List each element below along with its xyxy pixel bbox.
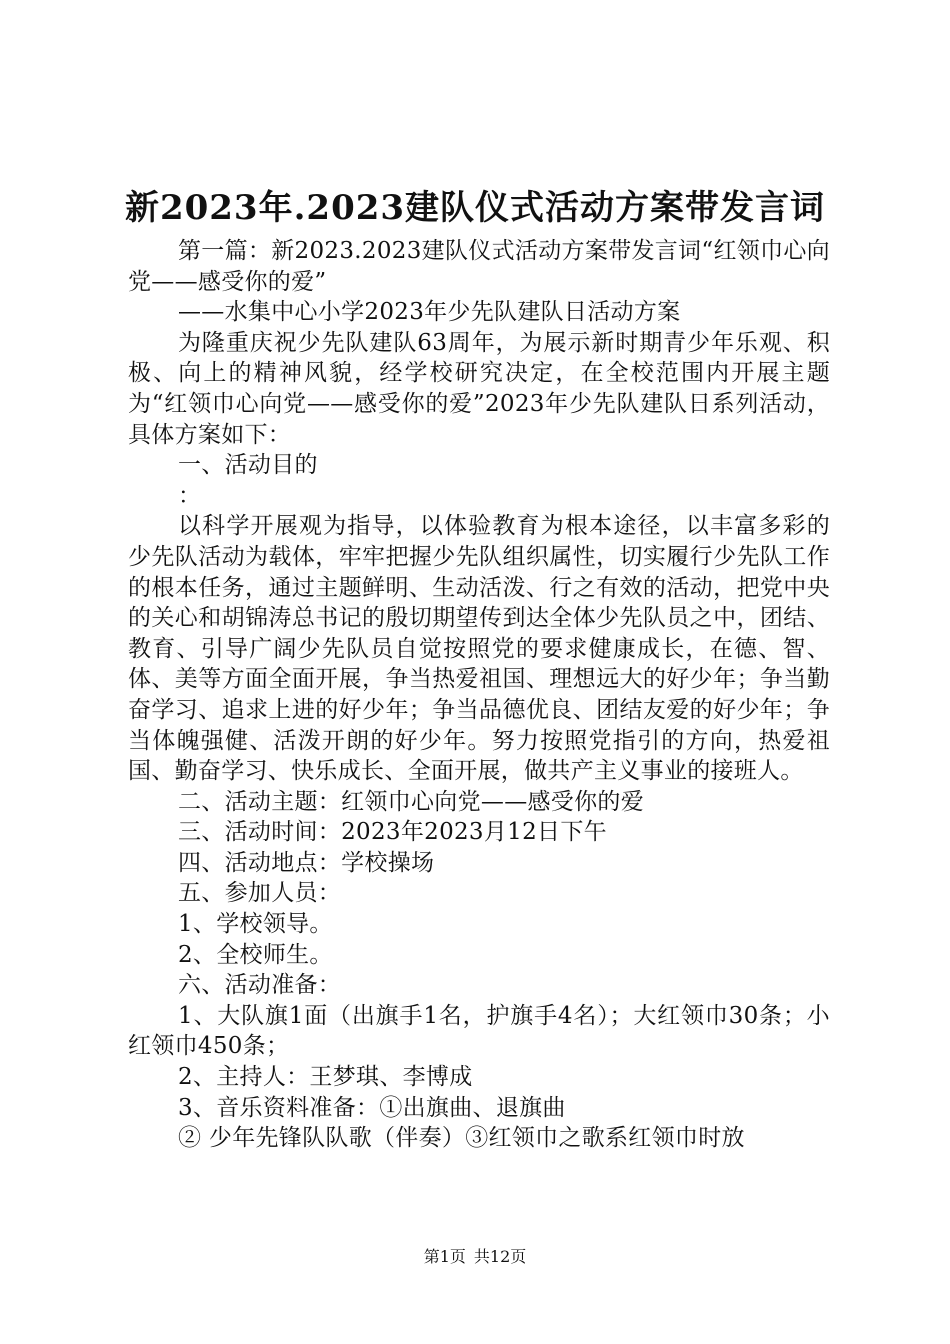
document-body bbox=[128, 236, 830, 1154]
section-preparation: 六、活动准备： bbox=[178, 972, 342, 999]
section-time: 三、活动时间：2023年2023月12日下午 bbox=[178, 819, 607, 846]
page-number: 第1页 bbox=[423, 1247, 466, 1266]
paragraph-colon: ： bbox=[178, 482, 202, 509]
list-item: 3、音乐资料准备：①出旗曲、退旗曲 bbox=[178, 1094, 566, 1121]
paragraph-goal-body: 以科学开展观为指导，以体验教育为根本途径，以丰富多彩的少先队活动为载体，牢牢把握少先队组织属性，切实履行少先队工作的根本任务，通过主题鲜明、生动活泼、行之有效的活动，把党中央的关心和胡锦涛总书记的殷切期望传到达全体少先队员之中，团结、教育、引导广阔少先队员自觉按照党的要求健康成长，在德、智、体、美等方面全面开展，争当热爱祖国、理想远大的好少年；争当勤奋学习、追求上进的好少年；争当品德优良、团结友爱的好少年；争当体魄强健、活泼开朗的好少年。努力按照党指引的方向，热爱祖国、勤奋学习、快乐成长、全面开展，做共产主义事业的接班人。 bbox=[128, 513, 830, 785]
list-item: 1、学校领导。 bbox=[178, 911, 333, 938]
document-title: 新2023年.2023建队仪式活动方案带发言词 bbox=[124, 188, 826, 228]
section-heading-goal: 一、活动目的 bbox=[178, 452, 318, 479]
list-item: ② 少年先锋队队歌（伴奏）③红领巾之歌系红领巾时放 bbox=[178, 1125, 745, 1152]
page-footer bbox=[0, 1244, 950, 1267]
paragraph-subtitle: ——水集中心小学2023年少先队建队日活动方案 bbox=[178, 299, 681, 326]
page-total: 共12页 bbox=[473, 1247, 527, 1266]
section-participants: 五、参加人员： bbox=[178, 880, 342, 907]
section-location: 四、活动地点：学校操场 bbox=[178, 849, 435, 876]
list-item: 2、全校师生。 bbox=[178, 941, 333, 968]
paragraph-intro: 第一篇：新2023.2023建队仪式活动方案带发言词“红领巾心向党——感受你的爱” bbox=[128, 238, 830, 295]
paragraph-purpose-intro: 为隆重庆祝少先队建队63周年，为展示新时期青少年乐观、积极、向上的精神风貌，经学校研究决定，在全校范围内开展主题为“红领巾心向党——感受你的爱”2023年少先队建队日系列活动，具体方案如下： bbox=[128, 329, 830, 448]
list-item: 1、大队旗1面（出旗手1名，护旗手4名）；大红领巾30条；小红领巾450条； bbox=[128, 1002, 830, 1060]
section-theme: 二、活动主题：红领巾心向党——感受你的爱 bbox=[178, 788, 644, 815]
list-item: 2、主持人：王梦琪、李博成 bbox=[178, 1064, 473, 1091]
